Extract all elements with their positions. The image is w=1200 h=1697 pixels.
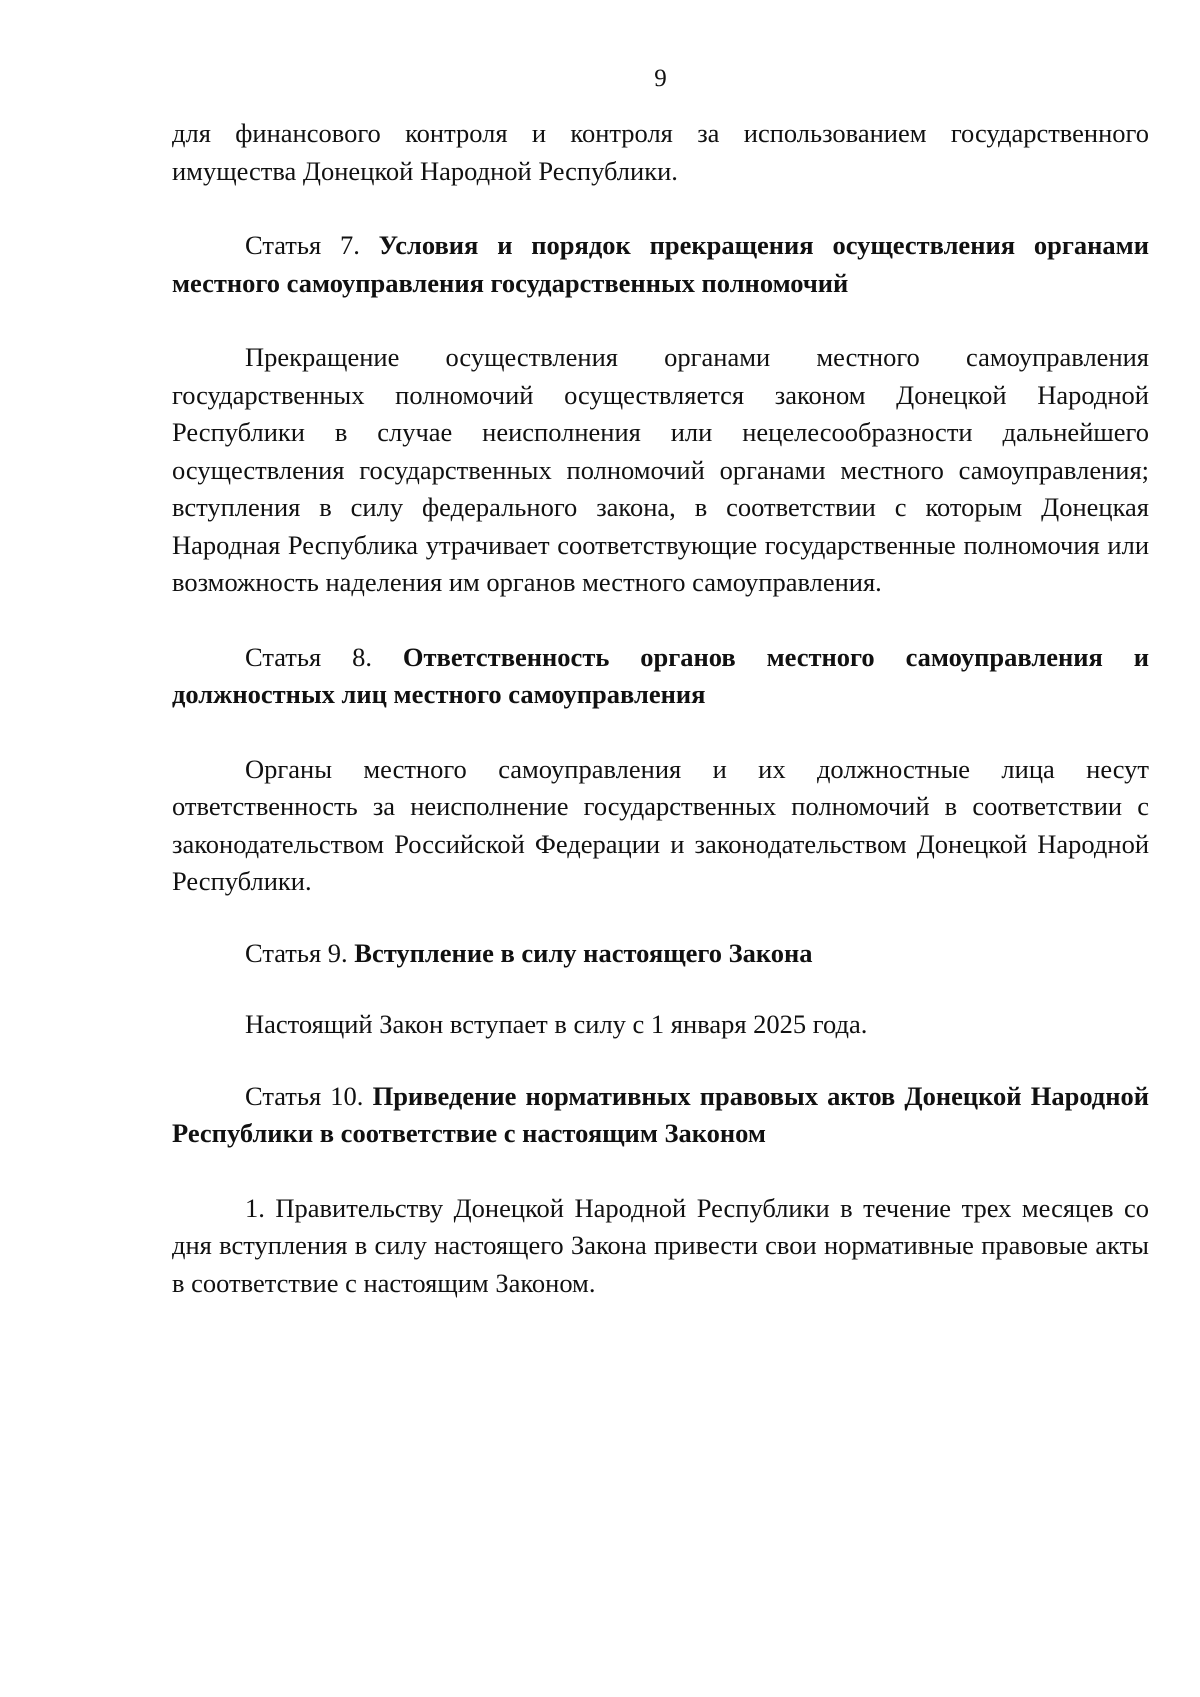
article-10-label: Статья 10. — [245, 1080, 364, 1111]
article-8-label: Статья 8. — [245, 641, 372, 672]
article-8-heading — [172, 639, 1149, 714]
article-10-body: 1. Правительству Донецкой Народной Республики в течение трех месяцев со дня вступления в силу настоящего Закона привести свои нормативные правовые акты в соответствие с настоящим Законом. — [172, 1192, 1149, 1298]
intro-paragraph: для финансового контроля и контроля за использованием государственного имущества Донецкой Народной Республики. — [172, 118, 1149, 186]
article-8-body: Органы местного самоуправления и их должностные лица несут ответственность за неисполнение государственных полномочий в соответствии с законодательством Российской Федерации и законодательством Донецкой Народной Республики. — [172, 753, 1149, 896]
document-page — [172, 64, 1149, 1302]
article-9-body: Настоящий Закон вступает в силу с 1 января 2025 года. — [245, 1009, 868, 1039]
article-7-title: Условия и порядок прекращения осуществления органами местного самоуправления государственных полномочий — [172, 230, 1149, 298]
article-8-title: Ответственность органов местного самоуправления и должностных лиц местного самоуправления — [172, 641, 1150, 709]
article-10-heading — [172, 1078, 1149, 1153]
article-10-title: Приведение нормативных правовых актов Донецкой Народной Республики в соответствие с настоящим Законом — [172, 1080, 1149, 1148]
article-9-heading — [172, 935, 1149, 973]
page-number: 9 — [654, 65, 667, 92]
article-9-title: Вступление в силу настоящего Закона — [354, 937, 813, 968]
article-9-label: Статья 9. — [245, 937, 348, 968]
article-7-body: Прекращение осуществления органами местного самоуправления государственных полномочий осуществляется законом Донецкой Народной Республики в случае неисполнения или нецелесообразности дальнейшего осуществления государственных полномочий органами местного самоуправления; вступления в силу федерального закона, в соответствии с которым Донецкая Народная Республика утрачивает соответствующие государственные полномочия или возможность наделения им органов местного самоуправления. — [172, 342, 1149, 597]
article-7-label: Статья 7. — [245, 230, 360, 260]
article-7-heading — [172, 227, 1149, 302]
